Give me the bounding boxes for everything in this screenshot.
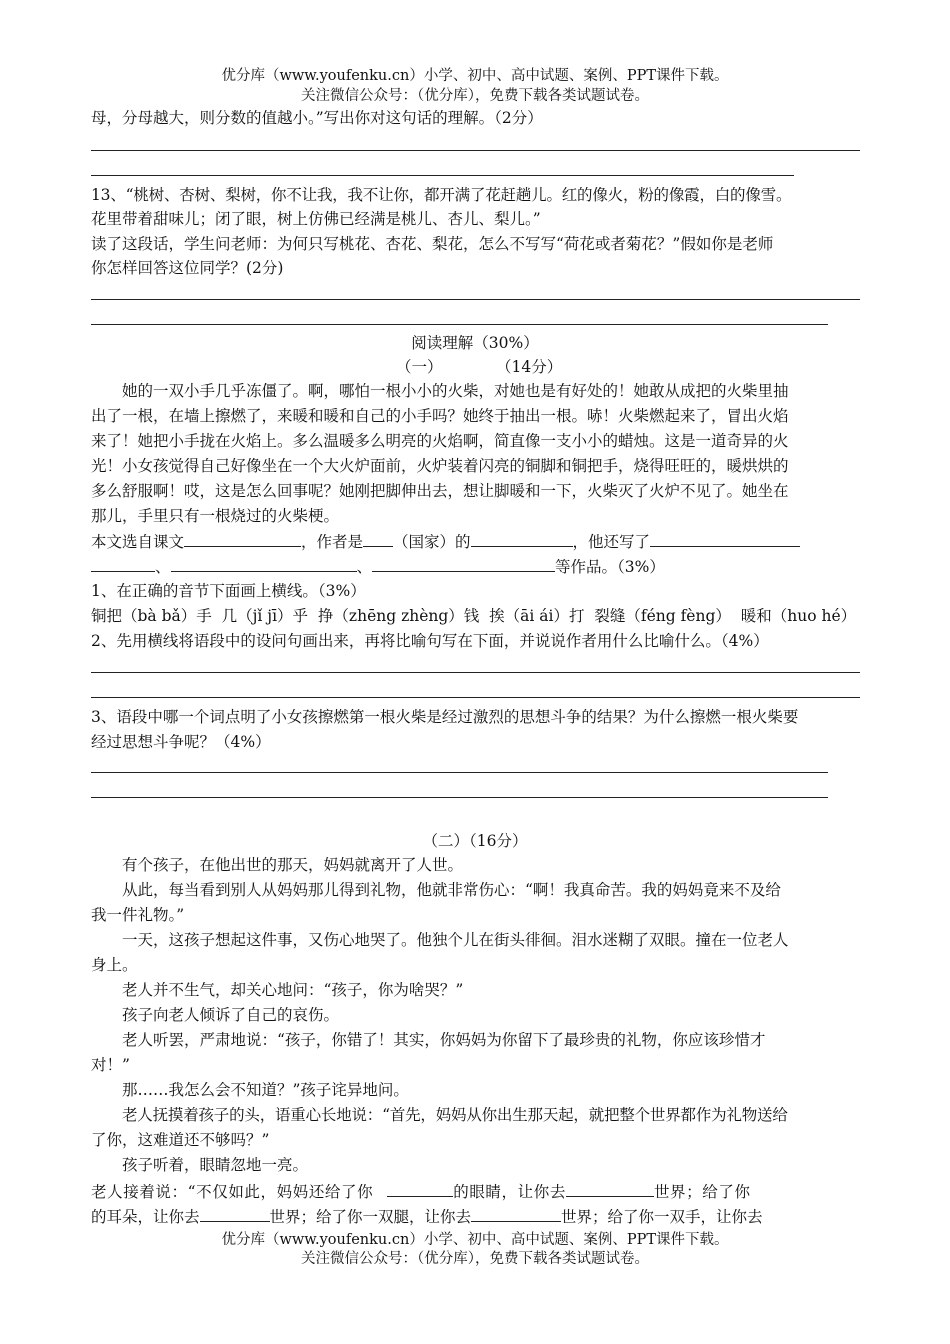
answer-line — [91, 150, 860, 151]
blank-work-1[interactable] — [650, 530, 800, 547]
blank-world-2[interactable] — [200, 1205, 270, 1222]
passage2-line: 有个孩子，在他出世的那天，妈妈就离开了人世。 — [122, 856, 464, 874]
q13-line-2: 花里带着甜味儿；闭了眼，树上仿佛已经满是桃儿、杏儿、梨儿。” — [91, 210, 541, 228]
passage2-fill-line-2 — [91, 1205, 861, 1228]
fill-text: 世界；给了你一双腿，让你去 — [269, 1208, 472, 1226]
answer-line — [91, 697, 860, 698]
q13-line-1: 13、“桃树、杏树、梨树，你不让我，我不让你，都开满了花赶趟儿。红的像火，粉的像霞，白的像雪。 — [91, 186, 792, 204]
question-3-line-1: 3、语段中哪一个词点明了小女孩擦燃第一根火柴是经过激烈的思想斗争的结果？为什么擦燃一根火柴要 — [91, 708, 799, 726]
reading-title: 阅读理解（30%） — [411, 334, 539, 352]
passage2-line: 老人听罢，严肃地说：“孩子，你错了！其实，你妈妈为你留下了最珍贵的礼物，你应该珍惜才 — [122, 1031, 766, 1049]
passage2-line: 老人并不生气，却关心地问：“孩子，你为啥哭？” — [122, 981, 464, 999]
blank-work-2[interactable] — [91, 555, 155, 572]
passage1-line: 出了一根，在墙上擦燃了，来暖和暖和自己的小手吗？她终于抽出一根。哧！火柴燃起来了，冒出火焰 — [91, 407, 789, 425]
blank-world-3[interactable] — [471, 1205, 561, 1222]
fill-text: 等作品。（3%） — [555, 558, 665, 576]
fill-text: ，作者是 — [301, 533, 364, 551]
blank-world-1[interactable] — [566, 1180, 654, 1197]
passage2-line: 身上。 — [91, 956, 138, 974]
footer-line-2: 关注微信公众号：（优分库），免费下载各类试题试卷。 — [301, 1251, 649, 1267]
passage2-line: 那……我怎么会不知道？”孩子诧异地问。 — [122, 1081, 409, 1099]
question-2: 2、先用横线将语段中的设问句画出来，再将比喻句写在下面，并说说作者用什么比喻什么。（4%） — [91, 632, 769, 650]
blank-eyes[interactable] — [387, 1180, 453, 1197]
question-3-line-2: 经过思想斗争呢？（4%） — [91, 733, 271, 751]
answer-line — [91, 672, 860, 673]
blank-occupation[interactable] — [471, 530, 573, 547]
answer-line — [91, 772, 828, 773]
part2-heading: （二）（16分） — [422, 832, 528, 850]
q13-line-3: 读了这段话，学生问老师：为何只写桃花、杏花、梨花，怎么不写写“荷花或者菊花？”假如你是老师 — [91, 235, 774, 253]
fill-text: 的耳朵，让你去 — [91, 1208, 200, 1226]
passage2-line: 孩子向老人倾诉了自己的哀伤。 — [122, 1006, 340, 1024]
fill-text: （国家）的 — [393, 533, 471, 551]
passage1-line: 多么舒服啊！哎，这是怎么回事呢？她刚把脚伸出去，想让脚暖和一下，火柴灭了火炉不见了。她坐在 — [91, 482, 789, 500]
fill-in-source — [91, 530, 861, 553]
part1-heading: （一） — [396, 358, 443, 376]
header-line-2: 关注微信公众号：（优分库），免费下载各类试题试卷。 — [301, 88, 649, 104]
passage1-line: 她的一双小手几乎冻僵了。啊，哪怕一根小小的火柴，对她也是有好处的！她敢从成把的火柴里抽 — [122, 382, 789, 400]
answer-line — [91, 299, 860, 300]
fill-text: ，他还写了 — [572, 533, 651, 551]
blank-work-3[interactable] — [171, 555, 357, 572]
part1-score: （14分） — [496, 358, 563, 376]
answer-line — [91, 175, 794, 176]
header-line-1: 优分库（www.youfenku.cn）小学、初中、高中试题、案例、PPT课件下载。 — [221, 68, 729, 84]
fill-text: 本文选自课文 — [91, 533, 185, 551]
q13-line-4: 你怎样回答这位同学？(2分) — [91, 259, 284, 277]
question-1: 1、在正确的音节下面画上横线。（3%） — [91, 582, 366, 600]
passage2-line: 从此，每当看到别人从妈妈那儿得到礼物，他就非常伤心：“啊！我真命苦。我的妈妈竟来不及给 — [122, 881, 781, 899]
answer-line — [91, 324, 828, 325]
fill-text: 的眼睛，让你去 — [453, 1183, 566, 1201]
fill-text: 世界；给了你 — [653, 1183, 751, 1201]
passage2-line: 对！” — [91, 1056, 130, 1074]
passage2-line: 了你，这难道还不够吗？” — [91, 1131, 270, 1149]
blank-lesson[interactable] — [184, 530, 301, 547]
passage1-line: 来了！她把小手拢在火焰上。多么温暖多么明亮的火焰啊，简直像一支小小的蜡烛。这是一道奇异的火 — [91, 432, 789, 450]
blank-work-4[interactable] — [372, 555, 555, 572]
footer-line-1: 优分库（www.youfenku.cn）小学、初中、高中试题、案例、PPT课件下载。 — [221, 1232, 729, 1248]
question-1-pinyin: 铜把（bà bǎ）手 几（jǐ jī）乎 挣（zhēng zhèng）钱 挨（āi ái）打 裂缝（féng fèng） 暖和（huo hé） — [91, 607, 857, 625]
passage2-line: 孩子听着，眼睛忽地一亮。 — [122, 1156, 309, 1174]
q12-tail: 母，分母越大，则分数的值越小。”写出你对这句话的理解。（2分） — [91, 109, 543, 127]
passage2-line: 老人抚摸着孩子的头，语重心长地说：“首先，妈妈从你出生那天起，就把整个世界都作为礼物送给 — [122, 1106, 788, 1124]
fill-text: 老人接着说：“不仅如此，妈妈还给了你 — [91, 1183, 374, 1201]
answer-line — [91, 797, 828, 798]
fill-text: 、 — [356, 558, 373, 576]
blank-author[interactable] — [363, 530, 393, 547]
passage2-line: 一天，这孩子想起这件事，又伤心地哭了。他独个儿在街头徘徊。泪水迷糊了双眼。撞在一位老人 — [122, 931, 789, 949]
fill-text: 世界；给了你一双手，让你去 — [561, 1208, 763, 1226]
passage2-fill-line-1 — [91, 1180, 861, 1203]
passage1-line: 光！小女孩觉得自己好像坐在一个大火炉面前，火炉装着闪亮的铜脚和铜把手，烧得旺旺的，暖烘烘的 — [91, 457, 789, 475]
passage2-line: 我一件礼物。” — [91, 906, 185, 924]
fill-text: 、 — [155, 558, 171, 576]
fill-in-works — [91, 555, 861, 578]
passage1-line: 那儿，手里只有一根烧过的火柴梗。 — [91, 507, 340, 525]
